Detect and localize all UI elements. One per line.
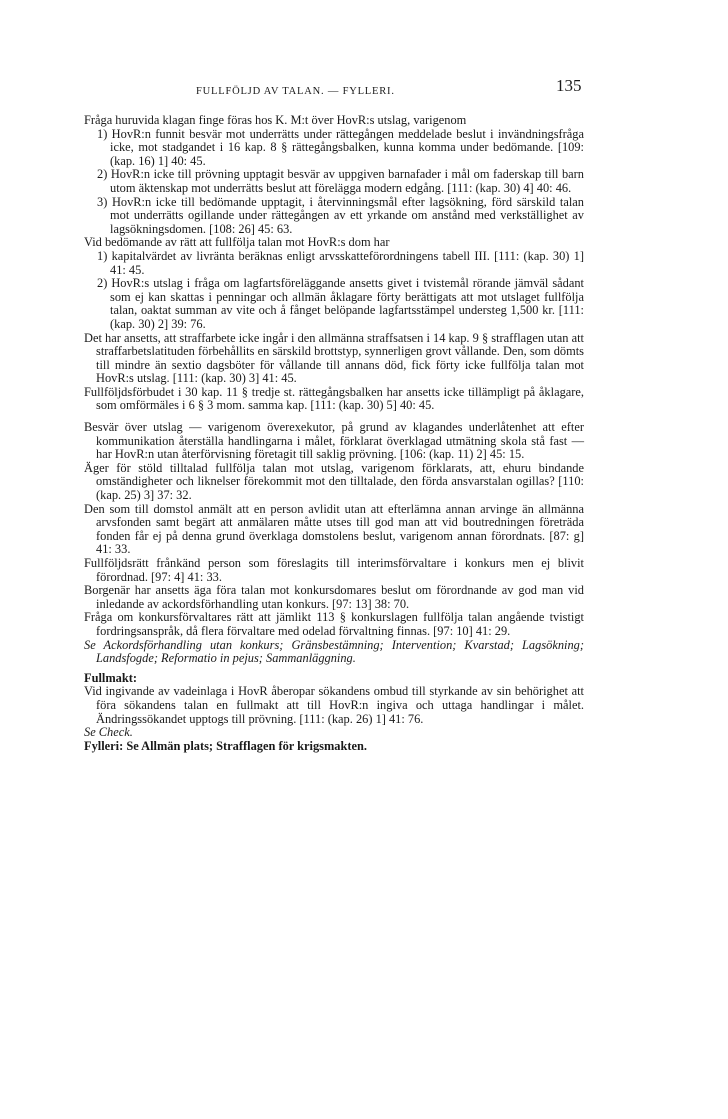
index-entry: Vid ingivande av vadeinlaga i HovR åberopar sökandens ombud till styrkande av sin behörighet att föra sökandens talan en fullmakt att till HovR:n ingiva och uttaga handlingar i målet. Ändringssökandet upptogs till prövning. [111: (kap. 26) 1] 41: 76. <box>84 684 584 726</box>
index-subentry: 2) HovR:s utslag i fråga om lagfartsföreläggande ansetts givet i tvistemål rörande jämväl sådant som ej kan skattas i penningar och allmän åklagare förty berättigats att mot utslaget fullfölja talan, oaktat summan av vite och å fånget belöpande lagfartsstämpel understeg 1,500 kr. [111: (kap. 30) 2] 39: 76. <box>97 276 584 331</box>
cross-reference: Se Check. <box>84 725 133 740</box>
section-heading-fullmakt: Fullmakt: <box>84 670 138 685</box>
index-subentry: 2) HovR:n icke till prövning upptagit besvär av uppgiven barnafader i mål om faderskap till barn utom äktenskap mot underrätts beslut att förelägga modern edgång. [111: (kap. 30) 4] 40: 46. <box>97 167 584 195</box>
index-body <box>84 114 584 753</box>
index-entry: Fråga huruvida klagan finge föras hos K. M:t över HovR:s utslag, varigenom <box>84 113 467 127</box>
index-subentry: 1) kapitalvärdet av livränta beräknas enligt arvsskatteförordningens tabell III. [111: (kap. 30) 1] 41: 45. <box>97 248 584 277</box>
cross-reference: Se Ackordsförhandling utan konkurs; Gränsbestämning; Intervention; Kvarstad; Lagsökning; Landsfogde; Reformatio in pejus; Sammanläggning. <box>84 637 584 666</box>
index-entry: Den som till domstol anmält att en person avlidit utan att efterlämna annan arvinge än allmänna arvsfonden samt begärt att anmälaren måtte utses till god man att vid boutredningen företräda fonden får ej på denna grund överklaga domstolens beslut, varigenom annan förordnats. [87: g] 41: 33. <box>84 501 584 557</box>
index-entry: Fullföljdsförbudet i 30 kap. 11 § tredje st. rättegångsbalken har ansetts icke tillämpligt på åklagare, som omförmäles i 6 § 3 mom. samma kap. [111: (kap. 30) 5] 40: 45. <box>84 384 584 413</box>
index-entry: Fullföljdsrätt frånkänd person som föreslagits till interimsförvaltare i konkurs men ej blivit förordnad. [97: 4] 41: 33. <box>84 556 584 584</box>
section-heading-fylleri: Fylleri: Se Allmän plats; Strafflagen för krigsmakten. <box>84 738 368 753</box>
header-title: FULLFÖLJD AV TALAN. — FYLLERI. <box>196 86 395 97</box>
index-entry: Besvär över utslag — varigenom överexekutor, på grund av klagandes underlåtenhet att efter kommunikation återställa handlingarna i målet, förklarat överklagad utmätning skola stå fast — har HovR:n utan återförvisning företagit till saklig prövning. [106: (kap. 11) 2] 45: 15. <box>84 420 584 462</box>
index-subentry: 3) HovR:n icke till bedömande upptagit, i återvinningsmål efter lagsökning, förd särskild talan mot underrätts ogillande under rättegången av ett yrkande om anstånd med verkställighet av lagsökningsdomen. [108: 26] 45: 63. <box>97 194 584 236</box>
index-subentry: 1) HovR:n funnit besvär mot underrätts under rättegången meddelade beslut i invändningsfråga icke, mot stadgandet i 16 kap. 8 § rättegångsbalken, kunna komma under bedömande. [109: (kap. 16) 1] 40: 45. <box>97 126 584 168</box>
index-entry: Borgenär har ansetts äga föra talan mot konkursdomares beslut om förordnande av god man vid inledande av ackordsförhandling utan konkurs. [97: 13] 38: 70. <box>84 583 584 611</box>
page-number: 135 <box>556 76 582 95</box>
index-entry: Äger för stöld tilltalad fullfölja talan mot utslag, varigenom förklarats, att, ehuru bindande omständigheter och liknelser förekommit mot den tilltalade, den förda ansvarstalan ogillas? [110: (kap. 25) 3] 37: 32. <box>84 460 584 503</box>
index-entry: Vid bedömande av rätt att fullfölja talan mot HovR:s dom har <box>84 235 390 250</box>
running-header <box>0 76 728 102</box>
index-entry: Det har ansetts, att straffarbete icke ingår i den allmänna straffsatsen i 14 kap. 9 § strafflagen utan att straffarbetslatituden förbehållits en särskild brottstyp, synnerligen grovt vållande. Den, som dömts till mindre än sextio dagsböter för vållande till annans död, fick förty icke fullfölja talan mot HovR:s utslag. [111: (kap. 30) 3] 41: 45. <box>84 330 584 386</box>
index-entry: Fråga om konkursförvaltares rätt att jämlikt 113 § konkurslagen fullfölja talan angående tvistigt fordringsanspråk, då flera förvaltare med odelad förvaltning finnas. [97: 10] 41: 29. <box>84 610 584 638</box>
